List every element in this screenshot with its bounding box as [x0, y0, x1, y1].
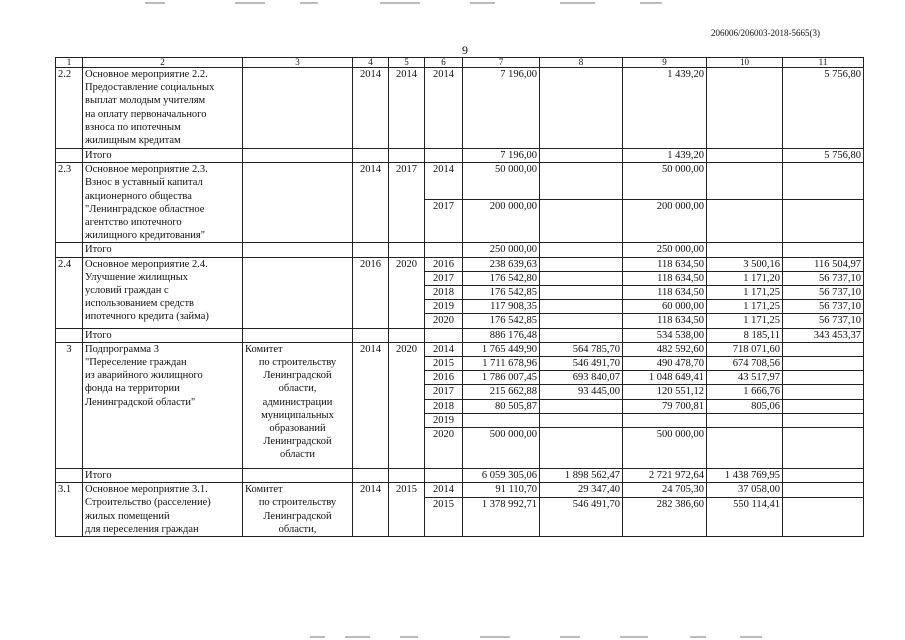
year-cell: 2020 — [425, 314, 463, 328]
year-cell: 2014 — [425, 68, 463, 149]
total-cell: 91 110,70 — [463, 483, 540, 498]
name-line: взноса по ипотечным — [85, 121, 181, 133]
regional-cell: 120 551,12 — [623, 385, 707, 399]
total-cell: 886 176,48 — [463, 328, 540, 342]
page-number: 9 — [462, 43, 468, 57]
regional-cell: 490 478,70 — [623, 357, 707, 371]
other-cell: 5 756,80 — [783, 149, 864, 163]
end-year: 2014 — [389, 68, 425, 149]
regional-cell: 534 538,00 — [623, 328, 707, 342]
local-cell: 1 171,20 — [707, 271, 783, 285]
regional-cell: 1 439,20 — [623, 68, 707, 149]
federal-cell: 29 347,40 — [540, 483, 623, 498]
start-year: 2016 — [353, 257, 389, 328]
regional-cell: 500 000,00 — [623, 428, 707, 469]
federal-cell: 546 491,70 — [540, 357, 623, 371]
total-cell — [463, 413, 540, 427]
scan-artifact-top — [0, 0, 905, 6]
regional-cell: 118 634,50 — [623, 314, 707, 328]
regional-cell: 118 634,50 — [623, 257, 707, 271]
federal-cell — [540, 428, 623, 469]
executor-line: области, — [278, 383, 317, 395]
year-cell: 2014 — [425, 342, 463, 356]
total-cell: 7 196,00 — [463, 68, 540, 149]
name-line: жилых помещений — [85, 510, 170, 522]
year-cell: 2017 — [425, 200, 463, 243]
federal-cell — [540, 413, 623, 427]
other-cell: 343 453,37 — [783, 328, 864, 342]
executor-cell — [243, 342, 353, 468]
total-cell: 1 786 007,45 — [463, 371, 540, 385]
federal-cell — [540, 399, 623, 413]
year-cell: 2018 — [425, 399, 463, 413]
regional-cell: 24 705,30 — [623, 483, 707, 498]
year-cell: 2016 — [425, 257, 463, 271]
local-cell: 1 438 769,95 — [707, 469, 783, 483]
total-cell: 1 711 678,96 — [463, 357, 540, 371]
col-header: 6 — [425, 58, 463, 68]
regional-cell: 118 634,50 — [623, 271, 707, 285]
itogo-label: Итого — [83, 469, 243, 483]
total-cell: 176 542,85 — [463, 286, 540, 300]
total-cell: 7 196,00 — [463, 149, 540, 163]
regional-cell: 200 000,00 — [623, 200, 707, 243]
regional-cell: 79 700,81 — [623, 399, 707, 413]
itogo-row — [56, 469, 864, 483]
federal-cell: 1 898 562,47 — [540, 469, 623, 483]
regional-cell: 282 386,60 — [623, 498, 707, 537]
column-number-row — [56, 58, 864, 68]
total-cell: 250 000,00 — [463, 243, 540, 257]
end-year: 2020 — [389, 257, 425, 328]
year-cell: 2020 — [425, 428, 463, 469]
end-year: 2015 — [389, 483, 425, 537]
executor-line: по строительству — [258, 357, 337, 369]
year-cell: 2018 — [425, 286, 463, 300]
col-header: 1 — [56, 58, 83, 68]
name-line: Основное мероприятие 2.3. — [85, 164, 208, 176]
total-cell: 500 000,00 — [463, 428, 540, 469]
total-cell: 50 000,00 — [463, 163, 540, 200]
executor-line: муниципальных — [261, 409, 334, 421]
total-cell: 238 639,63 — [463, 257, 540, 271]
regional-cell: 118 634,50 — [623, 286, 707, 300]
name-line: Взнос в уставный капитал — [85, 177, 203, 189]
local-cell: 1 171,25 — [707, 314, 783, 328]
executor-cell — [243, 163, 353, 243]
local-cell: 43 517,97 — [707, 371, 783, 385]
itogo-label: Итого — [83, 149, 243, 163]
local-cell: 718 071,60 — [707, 342, 783, 356]
budget-table — [55, 57, 864, 537]
regional-cell: 1 048 649,41 — [623, 371, 707, 385]
name-line: использованием средств — [85, 298, 195, 310]
total-cell: 176 542,85 — [463, 314, 540, 328]
other-cell: 116 504,97 — [783, 257, 864, 271]
col-header: 2 — [83, 58, 243, 68]
name-line: "Ленинградское областное — [85, 203, 205, 215]
table-row — [56, 342, 864, 356]
regional-cell: 250 000,00 — [623, 243, 707, 257]
name-line: жилищного кредитования" — [85, 230, 205, 242]
executor-line: Ленинградской — [263, 370, 332, 382]
measure-name — [83, 163, 243, 243]
name-line: ипотечного кредита (займа) — [85, 311, 209, 323]
itogo-row — [56, 149, 864, 163]
executor-line: по строительству — [258, 497, 337, 509]
name-line: Предоставление социальных — [85, 82, 215, 94]
name-line: выплат молодым учителям — [85, 95, 206, 107]
executor-line: Ленинградской — [263, 510, 332, 522]
federal-cell: 546 491,70 — [540, 498, 623, 537]
scan-artifact-bottom — [0, 634, 905, 640]
name-line: Строительство (расселение) — [85, 497, 211, 509]
executor-cell — [243, 483, 353, 537]
start-year: 2014 — [353, 342, 389, 468]
name-line: Улучшение жилищных — [85, 271, 189, 283]
total-cell: 176 542,80 — [463, 271, 540, 285]
year-cell: 2017 — [425, 385, 463, 399]
name-line: жилищным кредитам — [85, 135, 181, 147]
start-year: 2014 — [353, 68, 389, 149]
row-number: 2.3 — [56, 163, 83, 243]
federal-cell: 693 840,07 — [540, 371, 623, 385]
other-cell: 56 737,10 — [783, 271, 864, 285]
col-header: 11 — [783, 58, 864, 68]
executor-line: Ленинградской — [263, 436, 332, 448]
total-cell: 80 505,87 — [463, 399, 540, 413]
name-line: Подпрограмма 3 — [85, 343, 159, 355]
federal-cell: 564 785,70 — [540, 342, 623, 356]
year-cell: 2019 — [425, 413, 463, 427]
year-cell: 2016 — [425, 371, 463, 385]
local-cell: 1 171,25 — [707, 286, 783, 300]
executor-line: Комитет — [245, 484, 283, 496]
row-number: 3.1 — [56, 483, 83, 537]
local-cell: 37 058,00 — [707, 483, 783, 498]
itogo-row — [56, 328, 864, 342]
local-cell: 3 500,16 — [707, 257, 783, 271]
year-cell: 2014 — [425, 163, 463, 200]
total-cell: 215 662,88 — [463, 385, 540, 399]
executor-cell — [243, 68, 353, 149]
name-line: условий граждан с — [85, 285, 169, 297]
name-line: Основное мероприятие 2.4. — [85, 258, 208, 270]
end-year: 2017 — [389, 163, 425, 243]
measure-name — [83, 68, 243, 149]
regional-cell: 50 000,00 — [623, 163, 707, 200]
regional-cell: 1 439,20 — [623, 149, 707, 163]
name-line: для переселения граждан — [85, 523, 199, 535]
col-header: 9 — [623, 58, 707, 68]
total-cell: 6 059 305,06 — [463, 469, 540, 483]
measure-name — [83, 257, 243, 328]
regional-cell: 482 592,60 — [623, 342, 707, 356]
document-id: 206006/206003-2018-5665(3) — [711, 28, 820, 38]
col-header: 3 — [243, 58, 353, 68]
other-cell: 56 737,10 — [783, 300, 864, 314]
regional-cell: 60 000,00 — [623, 300, 707, 314]
end-year: 2020 — [389, 342, 425, 468]
row-number: 3 — [56, 342, 83, 468]
executor-line: образований — [269, 423, 326, 435]
local-cell: 1 666,76 — [707, 385, 783, 399]
executor-cell — [243, 257, 353, 328]
total-cell: 117 908,35 — [463, 300, 540, 314]
year-cell: 2017 — [425, 271, 463, 285]
regional-cell: 2 721 972,64 — [623, 469, 707, 483]
name-line: из аварийного жилищного — [85, 370, 203, 382]
local-cell: 1 171,25 — [707, 300, 783, 314]
col-header: 10 — [707, 58, 783, 68]
col-header: 7 — [463, 58, 540, 68]
executor-line: области, — [278, 523, 317, 535]
row-number: 2.4 — [56, 257, 83, 328]
year-cell: 2019 — [425, 300, 463, 314]
itogo-label: Итого — [83, 328, 243, 342]
col-header: 5 — [389, 58, 425, 68]
table-row — [56, 68, 864, 149]
regional-cell — [623, 413, 707, 427]
local-cell: 674 708,56 — [707, 357, 783, 371]
table-row — [56, 257, 864, 271]
local-cell — [707, 68, 783, 149]
col-header: 8 — [540, 58, 623, 68]
name-line: "Переселение граждан — [85, 357, 187, 369]
name-line: на оплату первоначального — [85, 108, 207, 120]
local-cell: 8 185,11 — [707, 328, 783, 342]
name-line: агентство ипотечного — [85, 217, 182, 229]
year-cell: 2014 — [425, 483, 463, 498]
year-cell: 2015 — [425, 357, 463, 371]
start-year: 2014 — [353, 483, 389, 537]
federal-cell — [540, 68, 623, 149]
total-cell: 1 378 992,71 — [463, 498, 540, 537]
name-line: Ленинградской области" — [85, 396, 196, 408]
local-cell — [707, 428, 783, 469]
measure-name — [83, 483, 243, 537]
local-cell: 805,06 — [707, 399, 783, 413]
row-number: 2.2 — [56, 68, 83, 149]
name-line: Основное мероприятие 3.1. — [85, 484, 208, 496]
total-cell: 200 000,00 — [463, 200, 540, 243]
federal-cell: 93 445,00 — [540, 385, 623, 399]
measure-name — [83, 342, 243, 468]
name-line: акционерного общества — [85, 190, 192, 202]
local-cell — [707, 413, 783, 427]
local-cell: 550 114,41 — [707, 498, 783, 537]
other-cell: 56 737,10 — [783, 314, 864, 328]
itogo-row — [56, 243, 864, 257]
col-header: 4 — [353, 58, 389, 68]
name-line: фонда на территории — [85, 383, 180, 395]
other-cell: 5 756,80 — [783, 68, 864, 149]
total-cell: 1 765 449,90 — [463, 342, 540, 356]
start-year: 2014 — [353, 163, 389, 243]
executor-line: администрации — [262, 396, 333, 408]
table-row — [56, 483, 864, 498]
executor-line: Комитет — [245, 343, 283, 355]
itogo-label: Итого — [83, 243, 243, 257]
executor-line: области — [279, 449, 316, 461]
name-line: Основное мероприятие 2.2. — [85, 69, 208, 80]
other-cell: 56 737,10 — [783, 286, 864, 300]
table-row — [56, 163, 864, 200]
year-cell: 2015 — [425, 498, 463, 537]
